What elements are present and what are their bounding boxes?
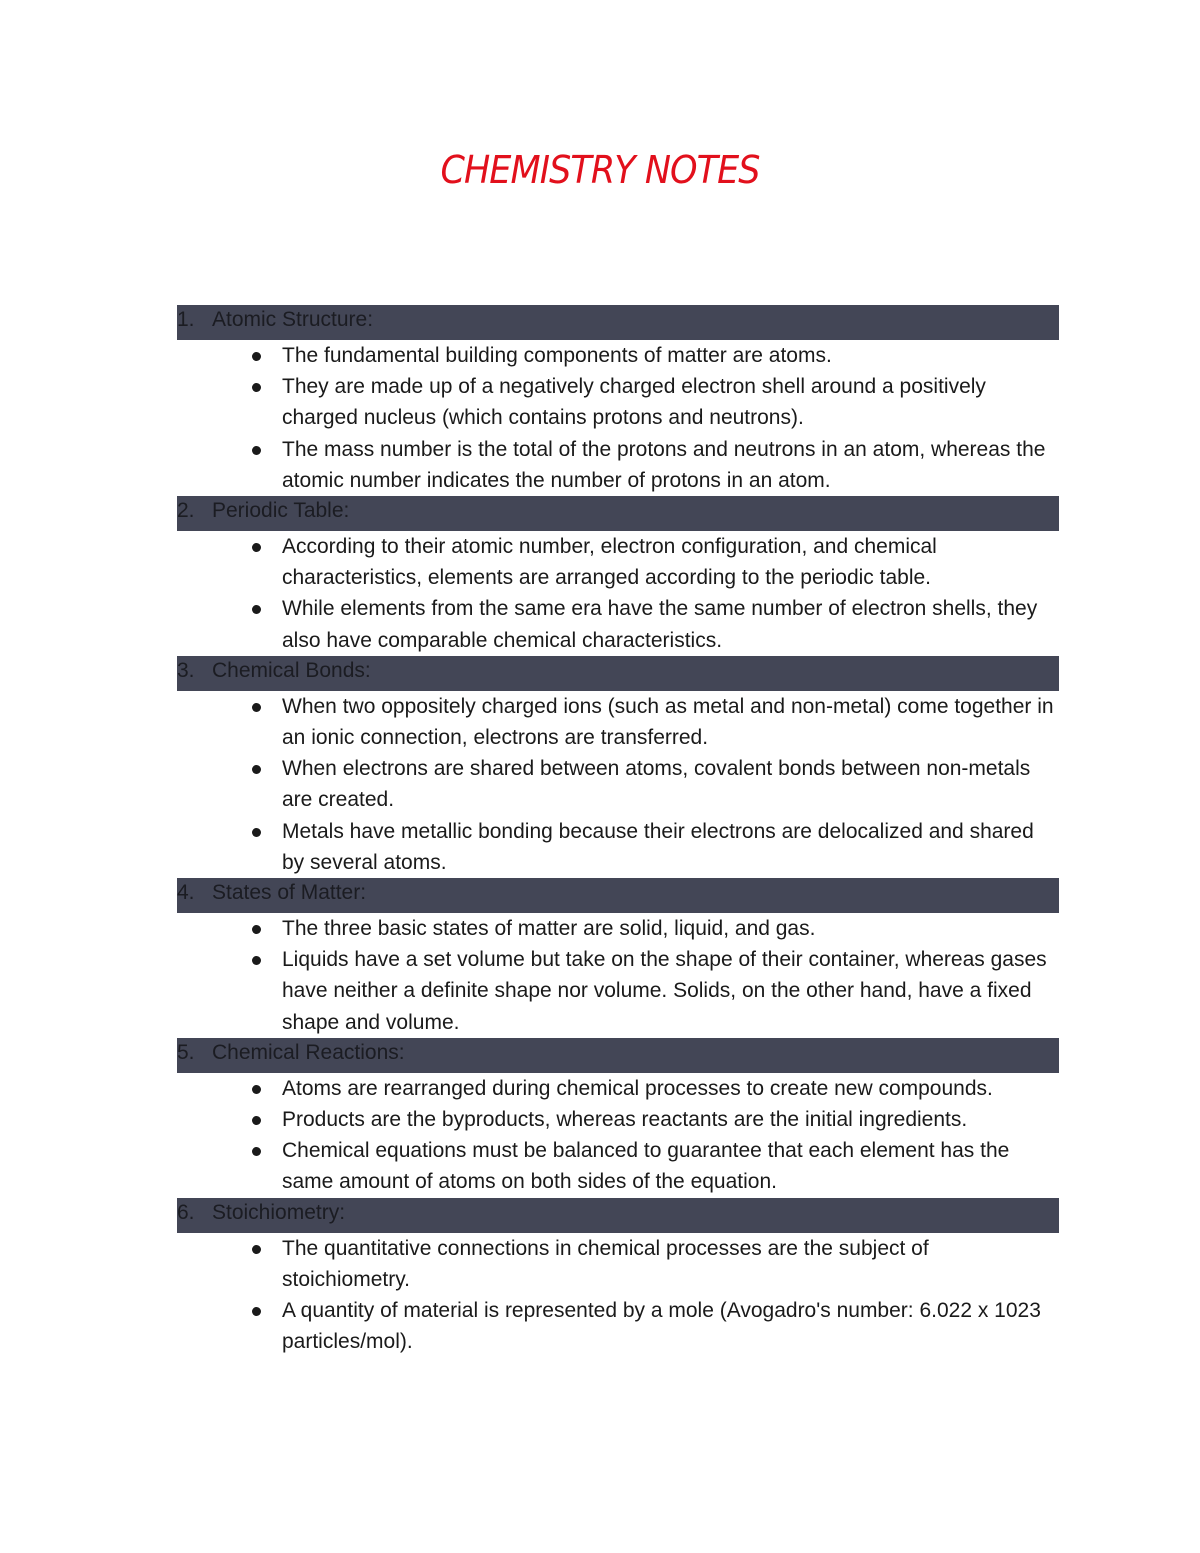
bullet-list <box>177 340 1059 496</box>
section-header <box>177 1198 1059 1233</box>
list-item <box>177 1295 1059 1357</box>
section-stoichiometry <box>177 1198 1059 1358</box>
bullet-icon <box>252 352 261 361</box>
section-periodic-table <box>177 496 1059 656</box>
document-title: CHEMISTRY NOTES <box>440 148 760 192</box>
bullet-icon <box>252 1116 261 1125</box>
bullet-text: The mass number is the total of the protons and neutrons in an atom, whereas the atomic number indicates the number of protons in an atom. <box>282 437 1046 492</box>
section-header <box>177 496 1059 531</box>
bullet-list <box>177 913 1059 1038</box>
bullet-text: The fundamental building components of matter are atoms. <box>282 344 832 367</box>
section-header <box>177 1038 1059 1073</box>
bullet-icon <box>252 543 261 552</box>
bullet-text: Metals have metallic bonding because their electrons are delocalized and shared by several atoms. <box>282 819 1034 874</box>
bullet-text: Products are the byproducts, whereas reactants are the initial ingredients. <box>282 1108 968 1132</box>
section-chemical-bonds <box>177 656 1059 878</box>
bullet-icon <box>252 765 261 774</box>
section-header <box>177 656 1059 691</box>
bullet-text: Chemical equations must be balanced to guarantee that each element has the same amount of atoms on both sides of the equation. <box>282 1139 1010 1194</box>
list-item <box>177 371 1059 433</box>
list-item <box>177 340 1059 371</box>
bullet-text: When two oppositely charged ions (such as metal and non-metal) come together in an ionic connection, electrons are transferred. <box>282 694 1054 750</box>
list-item <box>177 816 1059 878</box>
bullet-icon <box>252 383 261 392</box>
list-item <box>177 1104 1059 1135</box>
bullet-icon <box>252 703 261 712</box>
list-item <box>177 691 1059 753</box>
list-item <box>177 1073 1059 1104</box>
bullet-icon <box>252 1147 261 1156</box>
list-item <box>177 753 1059 815</box>
list-item <box>177 913 1059 944</box>
bullet-text: According to their atomic number, electron configuration, and chemical characteristics, elements are arranged according to the periodic table. <box>282 535 937 590</box>
section-header <box>177 305 1059 340</box>
bullet-icon <box>252 1307 261 1316</box>
bullet-list <box>177 1073 1059 1198</box>
list-item <box>177 944 1059 1038</box>
section-heading: Atomic Structure: <box>212 308 374 331</box>
bullet-text: Liquids have a set volume but take on the shape of their container, whereas gases have neither a definite shape nor volume. Solids, on the other hand, have a fixed shape and volume. <box>282 948 1047 1034</box>
bullet-text: Atoms are rearranged during chemical processes to create new compounds. <box>282 1076 993 1100</box>
bullet-icon <box>252 1085 261 1094</box>
section-number: 5. <box>177 1040 195 1064</box>
bullet-list <box>177 531 1059 656</box>
section-heading: States of Matter: <box>212 881 367 905</box>
notes-content <box>177 305 1059 1357</box>
bullet-icon <box>252 925 261 934</box>
bullet-icon <box>252 828 261 837</box>
bullet-list <box>177 1233 1059 1358</box>
bullet-text: While elements from the same era have the same number of electron shells, they also have comparable chemical characteristics. <box>282 597 1038 652</box>
section-number: 6. <box>177 1200 195 1224</box>
bullet-text: The three basic states of matter are solid, liquid, and gas. <box>282 917 816 941</box>
section-heading: Chemical Bonds: <box>212 658 371 682</box>
bullet-icon <box>252 605 261 614</box>
bullet-text: A quantity of material is represented by a mole (Avogadro's number: 6.022 x 1023 particles/mol). <box>282 1299 1041 1354</box>
bullet-icon <box>252 446 261 455</box>
list-item <box>177 531 1059 593</box>
bullet-text: They are made up of a negatively charged electron shell around a positively charged nucleus (which contains protons and neutrons). <box>282 375 986 430</box>
section-number: 4. <box>177 881 195 905</box>
list-item <box>177 1135 1059 1197</box>
section-states-of-matter <box>177 878 1059 1038</box>
bullet-text: When electrons are shared between atoms, covalent bonds between non-metals are created. <box>282 757 1031 812</box>
bullet-text: The quantitative connections in chemical processes are the subject of stoichiometry. <box>282 1236 929 1291</box>
section-atomic-structure <box>177 305 1059 496</box>
list-item <box>177 1233 1059 1295</box>
bullet-icon <box>252 956 261 965</box>
bullet-icon <box>252 1245 261 1254</box>
section-chemical-reactions <box>177 1038 1059 1198</box>
section-heading: Stoichiometry: <box>212 1200 346 1224</box>
bullet-list <box>177 691 1059 878</box>
section-heading: Periodic Table: <box>212 499 350 523</box>
section-header <box>177 878 1059 913</box>
section-number: 3. <box>177 658 195 682</box>
section-heading: Chemical Reactions: <box>212 1040 405 1064</box>
section-number: 2. <box>177 499 195 523</box>
list-item <box>177 434 1059 496</box>
list-item <box>177 593 1059 655</box>
section-number: 1. <box>177 308 195 331</box>
